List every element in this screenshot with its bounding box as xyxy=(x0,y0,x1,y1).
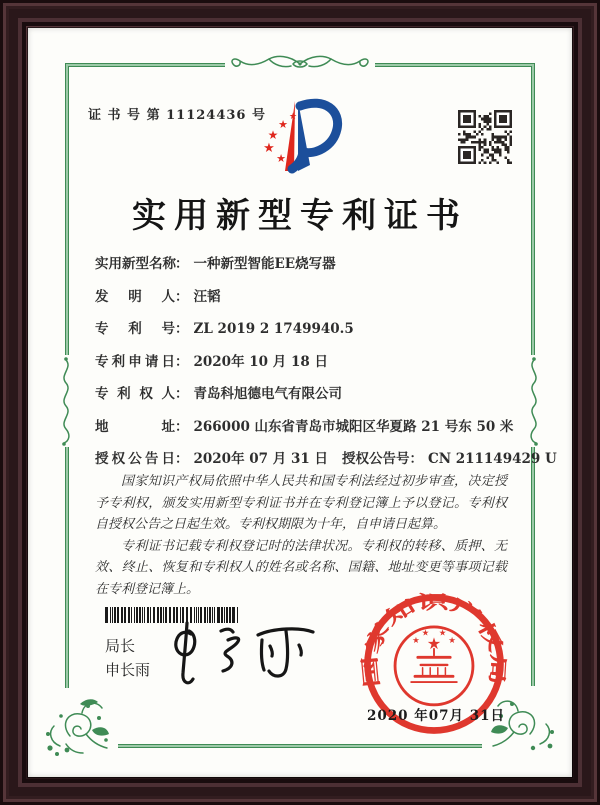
svg-text:★: ★ xyxy=(263,141,275,156)
field-address: 地址： 266000 山东省青岛市城阳区华夏路 21 号东 50 米 xyxy=(95,418,514,435)
svg-text:★: ★ xyxy=(276,152,286,165)
left-vine-ornament xyxy=(56,355,77,447)
svg-text:★: ★ xyxy=(412,636,420,647)
cnipa-logo-icon xyxy=(248,94,352,180)
field-value: 青岛科旭德电气有限公司 xyxy=(193,386,342,402)
field-value: 汪韬 xyxy=(193,288,221,305)
seal-emblem-icon xyxy=(395,627,473,705)
field-label: 专利申请日 xyxy=(95,353,175,370)
legal-paragraph-2: 专利证书记载专利权登记时的法律状况。专利权的转移、质押、无效、终止、恢复和专利权人的姓名或名称、国籍、地址变更等事项记载在专利登记簿上。 xyxy=(95,538,507,597)
field-inventor: 发明人： 汪韬 xyxy=(95,288,221,305)
field-list xyxy=(95,254,557,469)
field-label: 发明人 xyxy=(95,288,175,305)
qr-code-icon xyxy=(458,110,512,164)
field-patentee: 专利权人： 青岛科旭德电气有限公司 xyxy=(95,386,342,402)
field-label: 地址 xyxy=(95,418,175,435)
legal-text xyxy=(95,471,507,600)
field-invention-name: 实用新型名称： 一种新型智能EE烧写器 xyxy=(95,256,336,272)
field-grant-row: 授权公告日： 2020年 07 月 31 日 授权公告号： CN 211149429 U xyxy=(95,451,557,467)
field-application-date: 专利申请日： 2020年 10 月 18 日 xyxy=(95,353,328,370)
field-value: 一种新型智能EE烧写器 xyxy=(193,256,336,272)
svg-text:★: ★ xyxy=(426,633,442,653)
svg-text:★: ★ xyxy=(448,636,456,647)
legal-paragraph-1: 国家知识产权局依照中华人民共和国专利法经过初步审查，决定授予专利权，颁发实用新型专利证书并在专利登记簿上予以登记。专利权自授权公告之日起生效。专利权期限为十年，自申请日起算。 xyxy=(95,474,507,532)
field-value: CN 211149429 U xyxy=(427,451,557,467)
svg-text:★: ★ xyxy=(278,118,288,131)
field-value: 2020年 10 月 18 日 xyxy=(193,353,328,370)
signature-icon xyxy=(158,616,338,702)
field-label: 专利号 xyxy=(95,321,175,337)
field-patent-number: 专利号： ZL 2019 2 1749940.5 xyxy=(95,321,354,337)
field-label: 实用新型名称 xyxy=(95,256,176,272)
field-label: 授权公告日 xyxy=(95,451,175,467)
signer-block xyxy=(105,634,150,682)
signer-title: 局长 xyxy=(105,637,136,655)
top-flourish-ornament xyxy=(225,50,375,78)
svg-text:★: ★ xyxy=(421,628,430,639)
bottom-left-floral-ornament xyxy=(36,688,118,770)
certificate-number: 证 书 号 第 11124436 号 xyxy=(88,108,266,123)
svg-text:★: ★ xyxy=(267,128,279,142)
svg-text:★: ★ xyxy=(288,112,298,122)
certificate-paper xyxy=(28,28,572,777)
field-label: 专利权人 xyxy=(95,386,175,402)
seal-ring-text: 国家知识产权局 xyxy=(360,591,509,689)
svg-text:★: ★ xyxy=(438,628,447,639)
certificate-title: 实用新型专利证书 xyxy=(132,196,468,236)
right-vine-ornament xyxy=(523,355,544,447)
field-label: 授权公告号 xyxy=(341,451,410,467)
field-value: 266000 山东省青岛市城阳区华夏路 21 号东 50 米 xyxy=(193,418,514,435)
signer-name: 申长雨 xyxy=(105,661,151,679)
field-value: 2020年 07 月 31 日 xyxy=(193,451,328,467)
field-value: ZL 2019 2 1749940.5 xyxy=(193,321,354,337)
seal-date: 2020 年07月 31日 xyxy=(366,708,506,724)
